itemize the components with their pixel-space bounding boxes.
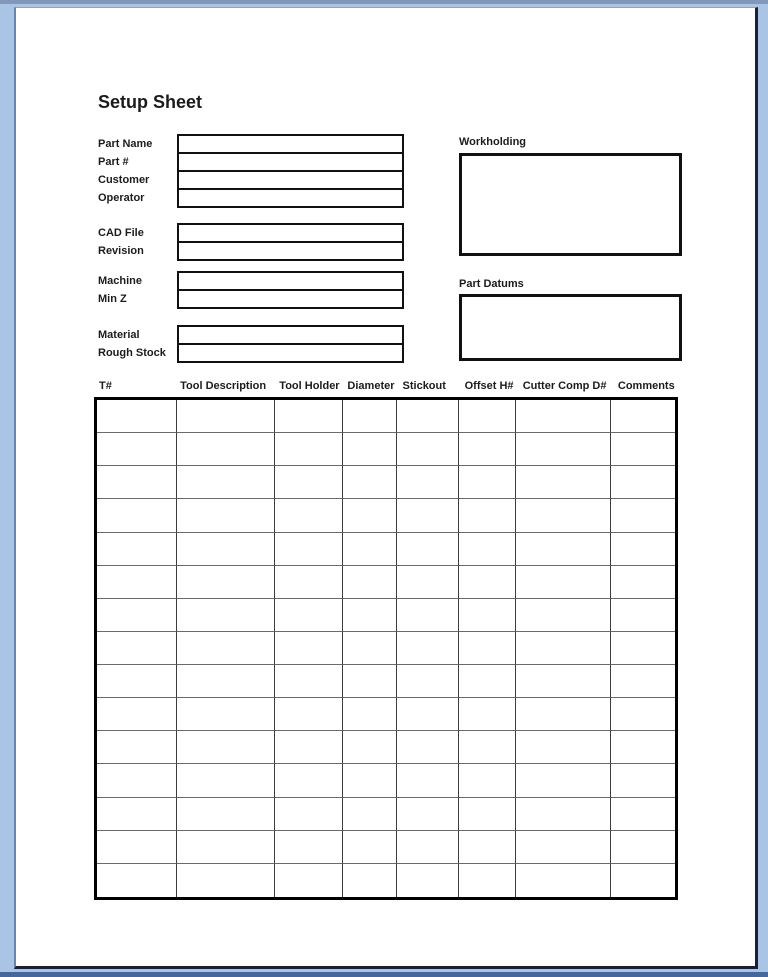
tool-table-cell[interactable] [516,433,610,466]
tool-table-cell[interactable] [177,599,275,632]
tool-table-cell[interactable] [177,566,275,599]
tool-table-cell[interactable] [397,466,458,499]
tool-table-cell[interactable] [611,831,675,864]
tool-table-cell[interactable] [177,831,275,864]
tool-table-cell[interactable] [177,433,275,466]
tool-table-cell[interactable] [275,665,342,698]
tool-table-cell[interactable] [516,400,610,433]
tool-table-cell[interactable] [611,566,675,599]
tool-table-cell[interactable] [343,731,398,764]
material-label: Material [98,329,140,341]
tool-table-cell[interactable] [275,433,342,466]
tool-table-cell[interactable] [611,632,675,665]
tool-table-cell[interactable] [343,433,398,466]
tool-table-cell[interactable] [397,698,458,731]
tool-table-cell[interactable] [611,400,675,433]
tool-table-cell[interactable] [275,731,342,764]
workholding-box[interactable] [459,153,682,256]
tool-table-cell[interactable] [275,831,342,864]
tool-table-column-header: Tool Description [180,380,267,392]
tool-table-cell[interactable] [343,665,398,698]
tool-table-cell[interactable] [97,731,177,764]
tool-table-cell[interactable] [343,831,398,864]
material-info-labels [98,326,178,362]
tool-table-cell[interactable] [611,798,675,831]
tool-table-cell[interactable] [459,400,517,433]
tool-table-cell[interactable] [177,632,275,665]
tool-table-cell[interactable] [97,433,177,466]
tool-table-cell[interactable] [177,798,275,831]
tool-table-cell[interactable] [516,798,610,831]
min-z-input[interactable] [179,291,402,307]
tool-table-cell[interactable] [459,698,517,731]
tool-table-column-header: Diameter [347,380,395,392]
tool-table-cell[interactable] [97,632,177,665]
tool-table-column-header: Comments [617,380,675,392]
tool-table-cell[interactable] [397,864,458,897]
tool-table-cell[interactable] [516,731,610,764]
tool-table-header [94,377,678,395]
tool-table-column-header: Cutter Comp D# [522,380,607,392]
tool-table-cell[interactable] [397,566,458,599]
tool-table-cell[interactable] [177,499,275,532]
tool-table-grid [94,397,678,900]
part-name-label: Part Name [98,138,153,150]
tool-table-cell[interactable] [343,798,398,831]
tool-table-cell[interactable] [97,698,177,731]
tool-table-cell[interactable] [397,533,458,566]
rough-stock-input[interactable] [179,345,402,361]
frame-top-line [0,0,768,4]
part-datums-label: Part Datums [459,278,524,290]
setup-sheet-page [14,7,758,969]
tool-table-cell[interactable] [516,632,610,665]
part-info-inputs [177,134,404,208]
tool-table-cell[interactable] [275,466,342,499]
tool-table-cell[interactable] [343,400,398,433]
tool-table-column-header: Tool Holder [279,380,340,392]
cad-info-inputs [177,223,404,261]
tool-table-cell[interactable] [343,499,398,532]
tool-table-column-header: Stickout [402,380,446,392]
tool-table-cell[interactable] [275,533,342,566]
tool-table-cell[interactable] [343,533,398,566]
tool-table-cell[interactable] [611,533,675,566]
rough-stock-label: Rough Stock [98,347,166,359]
tool-table-cell[interactable] [459,599,517,632]
tool-table-cell[interactable] [459,466,517,499]
tool-table-cell[interactable] [516,764,610,797]
tool-table-cell[interactable] [611,698,675,731]
tool-table-cell[interactable] [459,731,517,764]
customer-input[interactable] [179,172,402,190]
tool-table-cell[interactable] [97,764,177,797]
tool-table-cell[interactable] [97,466,177,499]
tool-table-column-header: Offset H# [464,380,514,392]
tool-table-cell[interactable] [459,764,517,797]
tool-table-cell[interactable] [459,499,517,532]
tool-table-column-header: T# [99,380,112,392]
material-info-inputs [177,325,404,363]
tool-table-cell[interactable] [397,599,458,632]
tool-table-cell[interactable] [97,599,177,632]
workholding-label: Workholding [459,136,527,148]
tool-table-cell[interactable] [97,400,177,433]
tool-table-cell[interactable] [611,599,675,632]
tool-table-cell[interactable] [459,533,517,566]
tool-table-cell[interactable] [397,632,458,665]
tool-table-cell[interactable] [459,864,517,897]
material-input[interactable] [179,327,402,345]
tool-table-cell[interactable] [97,798,177,831]
tool-table-cell[interactable] [343,632,398,665]
tool-table-cell[interactable] [516,499,610,532]
tool-table-cell[interactable] [459,665,517,698]
tool-table-cell[interactable] [177,533,275,566]
tool-table-cell[interactable] [459,831,517,864]
tool-table-cell[interactable] [343,566,398,599]
tool-table-cell[interactable] [343,599,398,632]
tool-table-cell[interactable] [459,632,517,665]
tool-table-cell[interactable] [611,731,675,764]
tool-table-cell[interactable] [177,400,275,433]
tool-table-cell[interactable] [516,599,610,632]
tool-table-cell[interactable] [611,466,675,499]
part-info-labels [98,135,178,207]
tool-table-cell[interactable] [611,665,675,698]
tool-table-cell[interactable] [516,698,610,731]
tool-table-cell[interactable] [275,864,342,897]
tool-table-cell[interactable] [97,864,177,897]
tool-table-cell[interactable] [611,433,675,466]
tool-table-cell[interactable] [275,499,342,532]
tool-table-cell[interactable] [97,831,177,864]
tool-table-cell[interactable] [611,764,675,797]
tool-table-cell[interactable] [343,864,398,897]
tool-table-cell[interactable] [97,566,177,599]
tool-table-cell[interactable] [516,665,610,698]
part-number-label: Part # [98,156,129,168]
tool-table-cell[interactable] [459,566,517,599]
page-title: Setup Sheet [98,92,203,112]
tool-table-cell[interactable] [275,599,342,632]
tool-table-cell[interactable] [516,566,610,599]
tool-table-cell[interactable] [177,698,275,731]
tool-table-cell[interactable] [97,499,177,532]
tool-table-cell[interactable] [177,764,275,797]
machine-info-labels [98,272,178,308]
revision-label: Revision [98,245,144,257]
tool-table-cell[interactable] [397,400,458,433]
tool-table-cell[interactable] [343,698,398,731]
part-name-input[interactable] [179,136,402,154]
tool-table-cell[interactable] [397,499,458,532]
tool-table-cell[interactable] [459,798,517,831]
tool-table-cell[interactable] [275,400,342,433]
tool-table-cell[interactable] [177,466,275,499]
tool-table-cell[interactable] [177,665,275,698]
operator-label: Operator [98,192,145,204]
tool-table-cell[interactable] [275,698,342,731]
cad-info-labels [98,224,178,260]
tool-table-cell[interactable] [97,665,177,698]
tool-table-cell[interactable] [275,798,342,831]
tool-table-cell[interactable] [343,764,398,797]
tool-table-cell[interactable] [459,433,517,466]
cad-file-label: CAD File [98,227,144,239]
operator-input[interactable] [179,190,402,206]
tool-table-cell[interactable] [516,466,610,499]
machine-info-inputs [177,271,404,309]
tool-table-cell[interactable] [516,533,610,566]
machine-input[interactable] [179,273,402,291]
cad-file-input[interactable] [179,225,402,243]
tool-table-cell[interactable] [343,466,398,499]
tool-table-cell[interactable] [275,764,342,797]
tool-table-cell[interactable] [397,731,458,764]
min-z-label: Min Z [98,293,127,305]
machine-label: Machine [98,275,143,287]
tool-table-cell[interactable] [397,764,458,797]
tool-table-cell[interactable] [397,831,458,864]
tool-table-cell[interactable] [397,433,458,466]
tool-table-cell[interactable] [611,864,675,897]
tool-table-cell[interactable] [397,665,458,698]
tool-table-cell[interactable] [177,864,275,897]
tool-table-cell[interactable] [97,533,177,566]
frame-bottom-line [0,972,768,977]
tool-table-cell[interactable] [516,864,610,897]
tool-table-cell[interactable] [397,798,458,831]
customer-label: Customer [98,174,150,186]
tool-table-cell[interactable] [177,731,275,764]
tool-table-cell[interactable] [516,831,610,864]
part-number-input[interactable] [179,154,402,172]
tool-table-cell[interactable] [275,566,342,599]
part-datums-box[interactable] [459,294,682,361]
tool-table-cell[interactable] [275,632,342,665]
tool-table-cell[interactable] [611,499,675,532]
revision-input[interactable] [179,243,402,259]
